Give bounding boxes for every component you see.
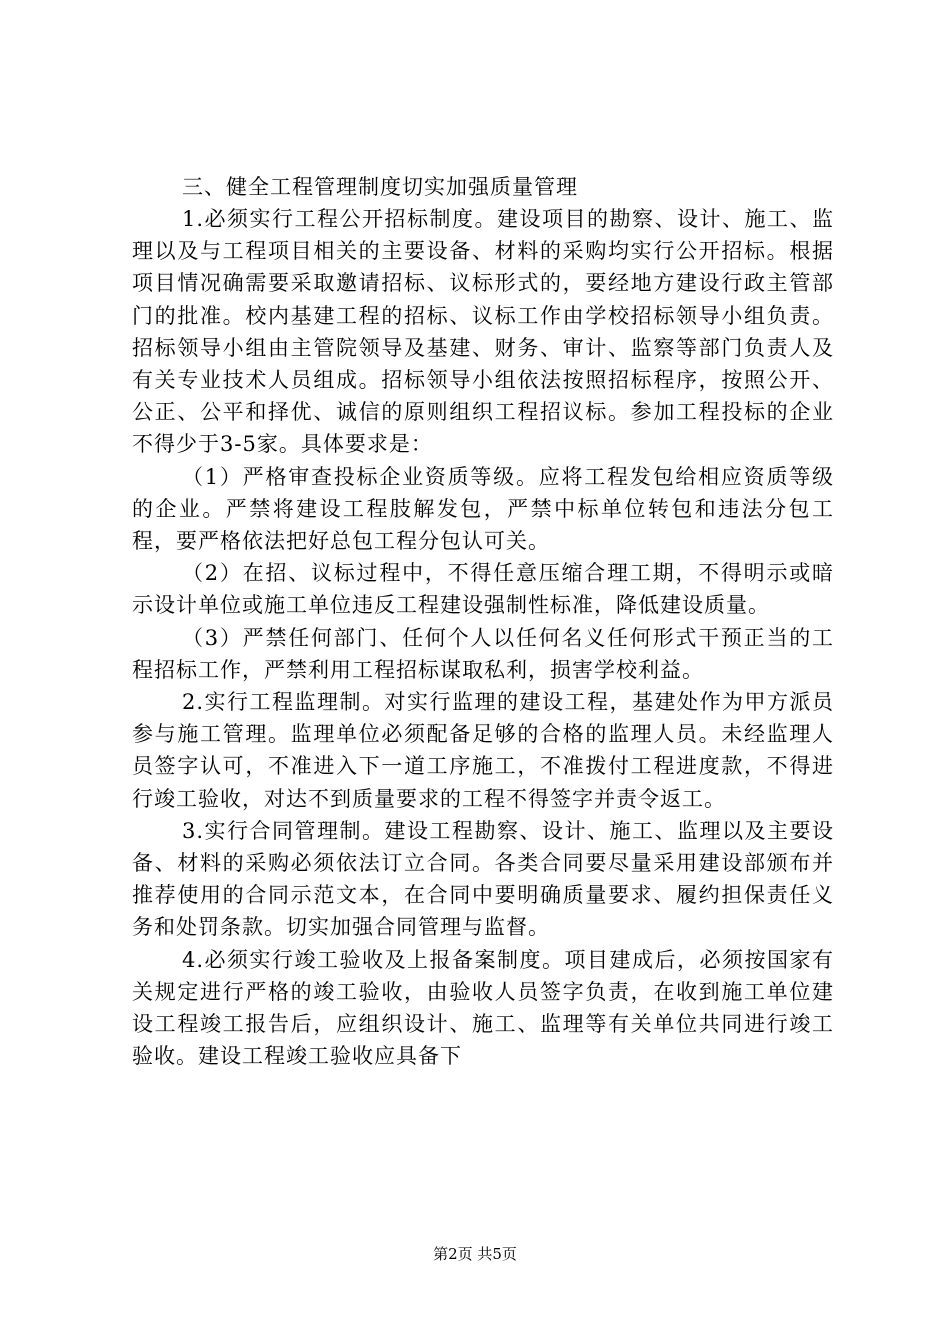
paragraph-item-1: （1）严格审查投标企业资质等级。应将工程发包给相应资质等级的企业。严禁将建设工程肢解发包，严禁中标单位转包和违法分包工程，要严格依法把好总包工程分包认可关。	[132, 464, 834, 554]
section-heading: 三、健全工程管理制度切实加强质量管理	[182, 175, 578, 199]
paragraph-acceptance: 4.必须实行竣工验收及上报备案制度。项目建成后，必须按国家有关规定进行严格的竣工验收，由验收人员签字负责，在收到施工单位建设工程竣工报告后，应组织设计、施工、监理等有关单位共同进行竣工验收。建设工程竣工验收应具备下	[132, 947, 834, 1069]
page-footer: 第2页 共5页	[433, 1245, 517, 1263]
paragraph-item-2: （2）在招、议标过程中，不得任意压缩合理工期，不得明示或暗示设计单位或施工单位违反工程建设强制性标准，降低建设质量。	[132, 561, 834, 618]
paragraph-supervision: 2.实行工程监理制。对实行监理的建设工程，基建处作为甲方派员参与施工管理。监理单位必须配备足够的合格的监理人员。未经监理人员签字认可，不准进入下一道工序施工，不准拨付工程进度款，不得进行竣工验收，对达不到质量要求的工程不得签字并责令返工。	[132, 690, 834, 811]
paragraph-contract: 3.实行合同管理制。建设工程勘察、设计、施工、监理以及主要设备、材料的采购必须依法订立合同。各类合同要尽量采用建设部颁布并推荐使用的合同示范文本，在合同中要明确质量要求、履约担保责任义务和处罚条款。切实加强合同管理与监督。	[132, 818, 834, 940]
paragraph-tendering: 1.必须实行工程公开招标制度。建设项目的勘察、设计、施工、监理以及与工程项目相关的主要设备、材料的采购均实行公开招标。根据项目情况确需要采取邀请招标、议标形式的，要经地方建设行政主管部门的批准。校内基建工程的招标、议标工作由学校招标领导小组负责。招标领导小组由主管院领导及基建、财务、审计、监察等部门负责人及有关专业技术人员组成。招标领导小组依法按照招标程序，按照公开、公正、公平和择优、诚信的原则组织工程招议标。参加工程投标的企业不得少于3-5家。具体要求是：	[132, 207, 834, 457]
document-body	[132, 171, 834, 1072]
paragraph-item-3: （3）严禁任何部门、任何个人以任何名义任何形式干预正当的工程招标工作，严禁利用工程招标谋取私利，损害学校利益。	[132, 625, 834, 682]
